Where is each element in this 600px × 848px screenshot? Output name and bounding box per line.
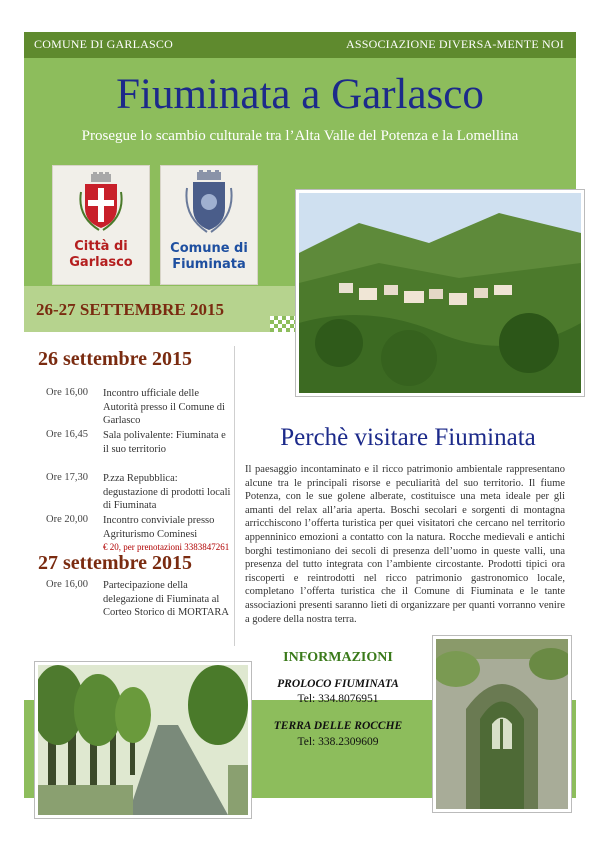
- logo-garlasco-line1: Città di: [74, 239, 128, 254]
- associazione-label: ASSOCIAZIONE DIVERSA-MENTE NOI: [346, 37, 564, 51]
- event-time: Ore 17,30: [46, 472, 88, 483]
- event-desc: Sala polivalente: Fiuminata e il suo territorio: [103, 430, 226, 455]
- top-bar: [24, 32, 576, 58]
- logo-garlasco: [52, 165, 150, 285]
- garlasco-crest-icon: [77, 172, 125, 232]
- contact-name: TERRA DELLE ROCCHE: [273, 720, 403, 732]
- event-time: Ore 16,00: [46, 387, 88, 398]
- perche-heading: Perchè visitare Fiuminata: [280, 424, 536, 451]
- event-time: Ore 20,00: [46, 514, 88, 525]
- dates-banner: 26-27 SETTEMBRE 2015: [36, 300, 224, 319]
- event-desc: Incontro conviviale presso Agriturismo Cominesi: [103, 515, 215, 540]
- event-time: Ore 16,45: [46, 429, 88, 440]
- photo-stone-arch: [433, 636, 571, 812]
- day2-heading: 27 settembre 2015: [38, 552, 193, 574]
- logo-fiuminata-line1: Comune di: [170, 241, 248, 256]
- day1-heading: 26 settembre 2015: [38, 348, 193, 370]
- page-subtitle: Prosegue lo scambio culturale tra l’Alta Valle del Potenza e la Lomellina: [81, 128, 519, 144]
- page-title: Fiuminata a Garlasco: [116, 71, 484, 118]
- comune-label: COMUNE DI GARLASCO: [34, 37, 173, 51]
- contact-tel: Tel: 338.2309609: [297, 736, 379, 748]
- photo-fiuminata-valley: [296, 190, 584, 396]
- perche-paragraph: Il paesaggio incontaminato e il ricco patrimonio ambientale rappresentano alcune tra le principali risorse e peculiarità del suo territorio. Il fiume Potenza, con le sue golene alberate, costituisce una meta ideale per gli amanti del relax all’aria aperta. Boschi secolari e sorgenti di montagna arricchiscono l’offerta turistica per quei visitatori che cercano nel territorio appenninico emozioni a contatto con la natura. Rocche medievali e antichi borghi testimoniano dei secoli di presenza dell’uomo in queste valli, una presenza del tutto integrata con l’ambiente circostante. Prodotti tipici ora riscoperti e reintrodotti nel ricco patrimonio gastronomico locale, completano l’offerta turistica che il Comune di Fiuminata e le tante associazioni presenti saranno lieti di organizzare per quanti vorranno venire a godere della nostra terra.: [245, 464, 565, 625]
- contact-name: PROLOCO FIUMINATA: [277, 678, 399, 690]
- logo-fiuminata: [160, 165, 258, 285]
- event-desc: P.zza Repubblica: degustazione di prodotti locali di Fiuminata: [103, 473, 231, 511]
- info-heading: INFORMAZIONI: [283, 650, 393, 665]
- logo-garlasco-line2: Garlasco: [69, 255, 133, 270]
- logo-fiuminata-line2: Fiuminata: [172, 257, 246, 272]
- photo-river-trees: [35, 662, 251, 818]
- event-desc: Partecipazione della delegazione di Fiuminata al Corteo Storico di MORTARA: [103, 580, 229, 618]
- booking-note: € 20, per prenotazioni 3383847261: [103, 542, 230, 552]
- fiuminata-crest-icon: [183, 170, 235, 234]
- column-divider: [234, 346, 235, 646]
- event-time: Ore 16,00: [46, 579, 88, 590]
- event-desc: Incontro ufficiale delle Autorità presso il Comune di Garlasco: [103, 388, 225, 426]
- contact-tel: Tel: 334.8076951: [297, 693, 379, 705]
